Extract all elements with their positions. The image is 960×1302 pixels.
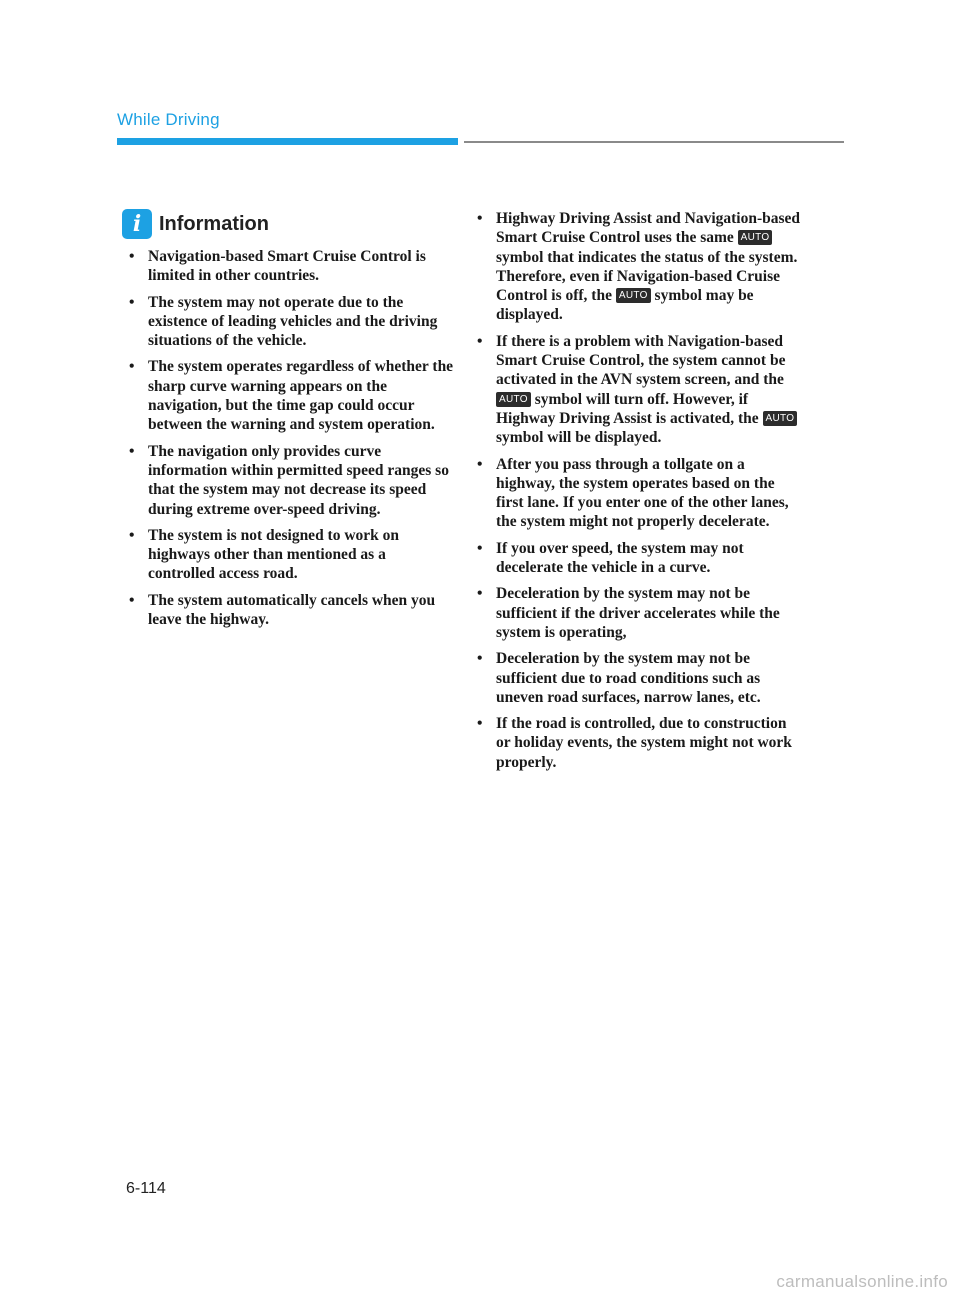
info-icon: i: [122, 209, 152, 239]
list-item: • Deceleration by the system may not be sufficient due to road conditions such as uneven road surfaces, narrow lanes, etc.: [474, 649, 804, 707]
information-title: Information: [159, 212, 269, 235]
information-heading: [122, 209, 269, 239]
item-text: symbol will turn off. However, if Highway Driving Assist is activated, the: [496, 390, 759, 427]
page-number: 6-114: [126, 1180, 166, 1197]
auto-symbol-icon: AUTO: [616, 288, 651, 303]
list-item: • The navigation only provides curve information within permitted speed ranges so that the system may not decrease its speed during extreme over-speed driving.: [126, 442, 456, 519]
header-divider: [464, 141, 844, 143]
list-item: • The system may not operate due to the existence of leading vehicles and the driving situations of the vehicle.: [126, 293, 456, 351]
header-accent-rule: [117, 138, 458, 145]
item-text: Highway Driving Assist and Navigation-based Smart Cruise Control uses the same: [496, 210, 801, 247]
section-title: While Driving: [117, 110, 220, 129]
list-item: • Navigation-based Smart Cruise Control is limited in other countries.: [126, 247, 456, 286]
item-text: symbol will be displayed.: [496, 429, 662, 447]
list-item: • If the road is controlled, due to construction or holiday events, the system might not work properly.: [474, 714, 804, 772]
list-item: • The system is not designed to work on highways other than mentioned as a controlled access road.: [126, 526, 456, 584]
auto-symbol-icon: AUTO: [496, 392, 531, 407]
list-item: • After you pass through a tollgate on a highway, the system operates based on the first lane. If you enter one of the other lanes, the system might not properly decelerate.: [474, 455, 804, 532]
auto-symbol-icon: AUTO: [738, 230, 773, 245]
auto-symbol-icon: AUTO: [763, 411, 798, 426]
watermark: carmanualsonline.info: [776, 1272, 948, 1291]
item-text: symbol may be displayed.: [496, 287, 754, 324]
information-list-right: [474, 209, 804, 779]
list-item: • The system automatically cancels when you leave the highway.: [126, 591, 456, 630]
item-text: symbol that indicates the status of the system. Therefore, even if Navigation-based Cruise Control is off, the: [496, 248, 798, 305]
list-item: [474, 209, 804, 325]
list-item: [474, 332, 804, 448]
item-text: If there is a problem with Navigation-based Smart Cruise Control, the system cannot be activated in the AVN system screen, and the: [496, 332, 786, 389]
list-item: • If you over speed, the system may not decelerate the vehicle in a curve.: [474, 539, 804, 578]
information-list-left: [126, 247, 456, 636]
list-item: • Deceleration by the system may not be sufficient if the driver accelerates while the system is operating,: [474, 584, 804, 642]
list-item: • The system operates regardless of whether the sharp curve warning appears on the navigation, but the time gap could occur between the warning and system operation.: [126, 357, 456, 434]
